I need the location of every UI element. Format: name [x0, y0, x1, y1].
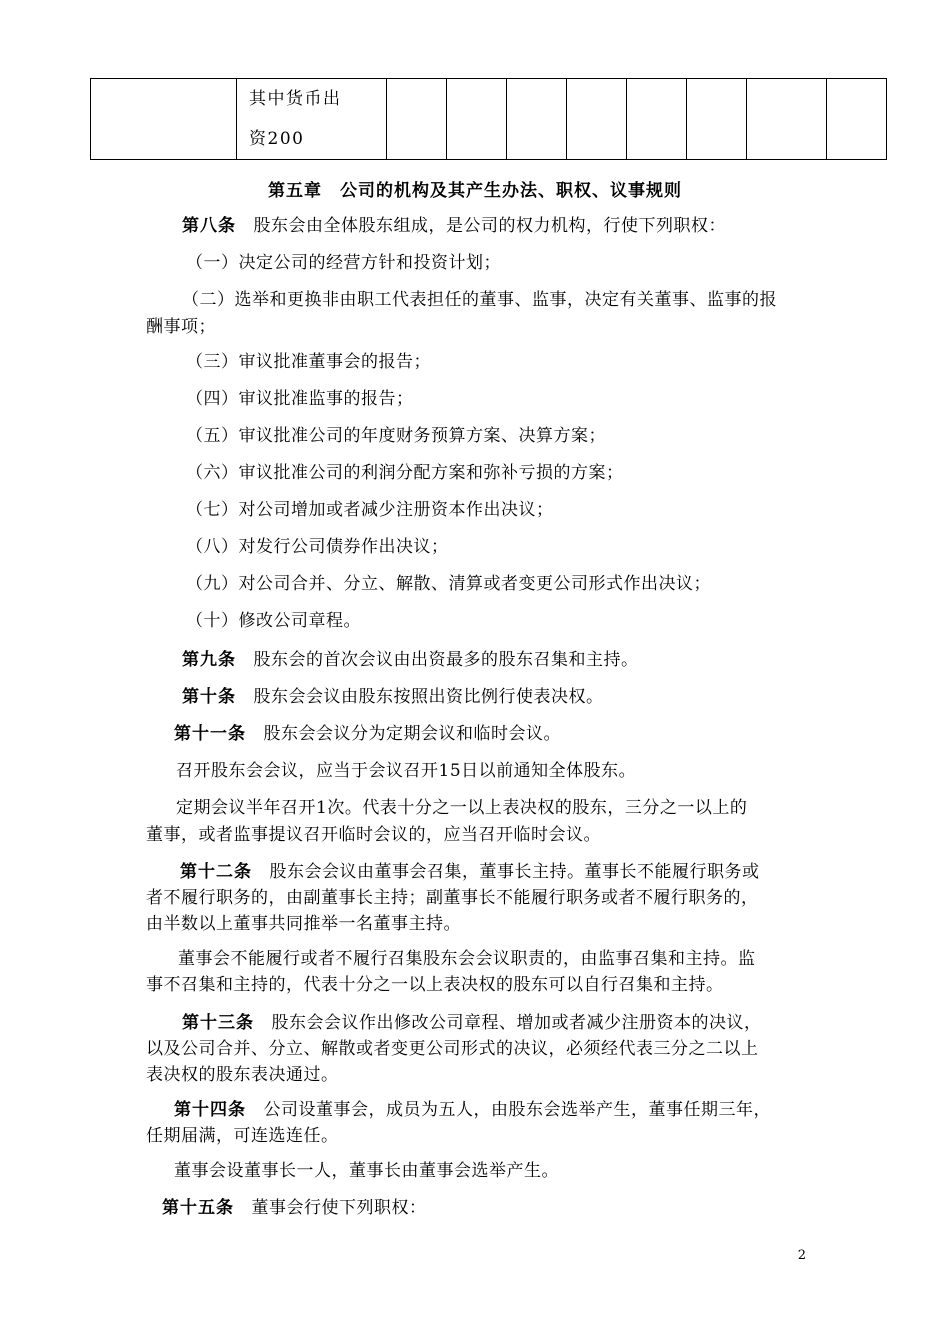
table-cell [387, 79, 447, 160]
table-cell [687, 79, 747, 160]
article-heading: 第十一条 [174, 724, 246, 744]
article-12 [180, 860, 760, 884]
article-13 [182, 1011, 762, 1035]
capital-table [90, 78, 887, 160]
list-item: （五）审议批准公司的年度财务预算方案、决算方案； [186, 426, 606, 446]
article-8 [182, 214, 726, 238]
paragraph-line: 者不履行职务的，由副董事长主持；副董事长不能履行职务或者不履行职务的， [146, 888, 759, 908]
article-text: 股东会由全体股东组成，是公司的权力机构，行使下列职权： [253, 216, 726, 236]
table-cell [627, 79, 687, 160]
cell-line: 其中货币出 [249, 89, 342, 109]
article-text: 股东会会议作出修改公司章程、增加或者减少注册资本的决议， [271, 1013, 762, 1033]
article-text: 公司设董事会，成员为五人，由股东会选举产生，董事任期三年， [263, 1100, 771, 1120]
article-10 [182, 685, 604, 709]
list-item: （九）对公司合并、分立、解散、清算或者变更公司形式作出决议； [186, 574, 711, 594]
paragraph: 召开股东会会议，应当于会议召开15日以前通知全体股东。 [176, 761, 637, 781]
chapter-title: 第五章 公司的机构及其产生办法、职权、议事规则 [268, 181, 682, 201]
paragraph-line: 以及公司合并、分立、解散或者变更公司形式的决议，必须经代表三分之二以上 [146, 1039, 759, 1059]
table-cell [91, 79, 237, 160]
article-9 [182, 648, 639, 672]
article-11 [174, 722, 561, 746]
list-item: （三）审议批准董事会的报告； [186, 352, 431, 372]
article-14 [174, 1098, 771, 1122]
article-15 [162, 1196, 427, 1220]
article-heading: 第十二条 [180, 862, 252, 882]
paragraph-line: 事不召集和主持的，代表十分之一以上表决权的股东可以自行召集和主持。 [146, 975, 724, 995]
paragraph-line: 由半数以上董事共同推举一名董事主持。 [146, 914, 461, 934]
paragraph-line: 定期会议半年召开1次。代表十分之一以上表决权的股东，三分之一以上的 [176, 798, 748, 818]
paragraph-line: 董事会不能履行或者不履行召集股东会会议职责的，由监事召集和主持。监 [178, 949, 756, 969]
article-heading: 第八条 [182, 216, 236, 236]
article-heading: 第十四条 [174, 1100, 246, 1120]
article-text: 董事会行使下列职权： [251, 1198, 427, 1218]
paragraph-line: 任期届满，可连选连任。 [146, 1126, 339, 1146]
table-cell [827, 79, 887, 160]
table-cell [567, 79, 627, 160]
article-heading: 第九条 [182, 650, 236, 670]
paragraph-line: 董事，或者监事提议召开临时会议的，应当召开临时会议。 [146, 825, 601, 845]
list-item-continuation: 酬事项； [146, 317, 216, 337]
paragraph: 董事会设董事长一人，董事长由董事会选举产生。 [174, 1161, 559, 1181]
list-item: （四）审议批准监事的报告； [186, 389, 414, 409]
paragraph-line: 表决权的股东表决通过。 [146, 1065, 339, 1085]
article-heading: 第十三条 [182, 1013, 254, 1033]
article-heading: 第十五条 [162, 1198, 234, 1218]
list-item: （二）选举和更换非由职工代表担任的董事、监事，决定有关董事、监事的报 [182, 290, 777, 310]
article-heading: 第十条 [182, 687, 236, 707]
article-text: 股东会的首次会议由出资最多的股东召集和主持。 [253, 650, 639, 670]
table-cell [747, 79, 827, 160]
list-item: （八）对发行公司债券作出决议； [186, 537, 449, 557]
list-item: （七）对公司增加或者减少注册资本作出决议； [186, 500, 554, 520]
table-cell-capital [237, 79, 387, 160]
page-number: 2 [797, 1248, 806, 1263]
list-item: （六）审议批准公司的利润分配方案和弥补亏损的方案； [186, 463, 624, 483]
table-cell [507, 79, 567, 160]
article-text: 股东会会议分为定期会议和临时会议。 [263, 724, 561, 744]
list-item: （十）修改公司章程。 [186, 611, 361, 631]
article-text: 股东会会议由董事会召集，董事长主持。董事长不能履行职务或 [269, 862, 760, 882]
list-item: （一）决定公司的经营方针和投资计划； [186, 253, 501, 273]
cell-line: 资200 [249, 129, 305, 149]
table-cell [447, 79, 507, 160]
article-text: 股东会会议由股东按照出资比例行使表决权。 [253, 687, 604, 707]
